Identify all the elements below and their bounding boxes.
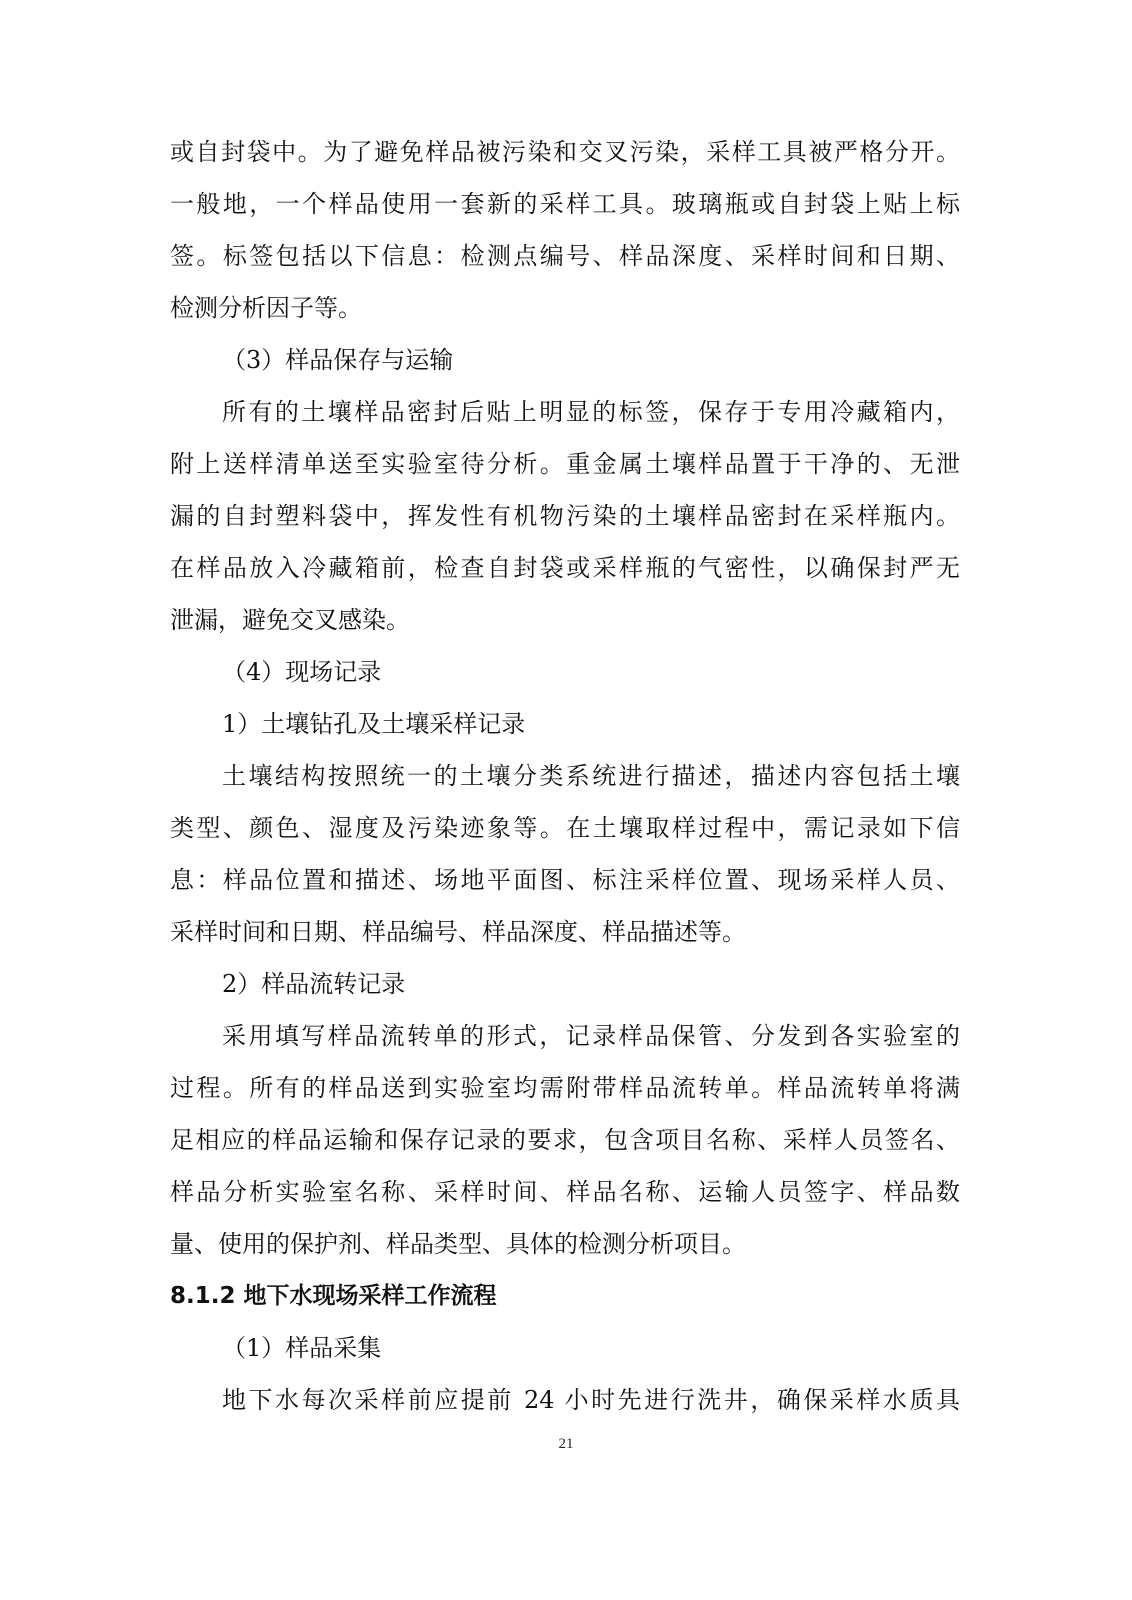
paragraph-line: 所有的土壤样品密封后贴上明显的标签，保存于专用冷藏箱内， (222, 398, 960, 426)
subsection-heading-drilling-records: 1）土壤钻孔及土壤采样记录 (222, 710, 526, 738)
paragraph-line: 在样品放入冷藏箱前，检查自封袋或采样瓶的气密性，以确保封严无 (170, 554, 960, 582)
paragraph-line: 附上送样清单送至实验室待分析。重金属土壤样品置于干净的、无泄 (170, 450, 960, 478)
document-body (170, 126, 960, 1426)
paragraph-line: 一般地，一个样品使用一套新的采样工具。玻璃瓶或自封袋上贴上标 (170, 190, 960, 218)
paragraph-line: 签。标签包括以下信息：检测点编号、样品深度、采样时间和日期、 (170, 242, 960, 270)
paragraph-line: 或自封袋中。为了避免样品被污染和交叉污染，采样工具被严格分开。 (170, 138, 960, 166)
paragraph-line: 土壤结构按照统一的土壤分类系统进行描述，描述内容包括土壤 (222, 762, 960, 790)
paragraph-line: 过程。所有的样品送到实验室均需附带样品流转单。样品流转单将满 (170, 1074, 960, 1102)
paragraph-line: 息：样品位置和描述、场地平面图、标注采样位置、现场采样人员、 (170, 866, 960, 894)
paragraph-line: 足相应的样品运输和保存记录的要求，包含项目名称、采样人员签名、 (170, 1126, 960, 1154)
paragraph-line: 量、使用的保护剂、样品类型、具体的检测分析项目。 (170, 1230, 746, 1258)
page-number: 21 (558, 1436, 574, 1452)
subsection-heading-sample-flow: 2）样品流转记录 (222, 970, 406, 998)
section-heading-storage-transport: （3）样品保存与运输 (222, 346, 454, 374)
paragraph-line: 地下水每次采样前应提前 24 小时先进行洗井，确保采样水质具 (222, 1386, 960, 1414)
section-heading-groundwater-sampling: 8.1.2 地下水现场采样工作流程 (170, 1283, 497, 1309)
paragraph-line: 类型、颜色、湿度及污染迹象等。在土壤取样过程中，需记录如下信 (170, 814, 960, 842)
paragraph-line: 采样时间和日期、样品编号、样品深度、样品描述等。 (170, 918, 746, 946)
paragraph-line: 样品分析实验室名称、采样时间、样品名称、运输人员签字、样品数 (170, 1178, 960, 1206)
paragraph-line: 检测分析因子等。 (170, 294, 362, 322)
paragraph-line: 漏的自封塑料袋中，挥发性有机物污染的土壤样品密封在采样瓶内。 (170, 502, 960, 530)
paragraph-line: 泄漏，避免交叉感染。 (170, 606, 410, 634)
section-heading-field-records: （4）现场记录 (222, 658, 382, 686)
section-heading-sample-collection: （1）样品采集 (222, 1334, 382, 1362)
paragraph-line: 采用填写样品流转单的形式，记录样品保管、分发到各实验室的 (222, 1022, 960, 1050)
